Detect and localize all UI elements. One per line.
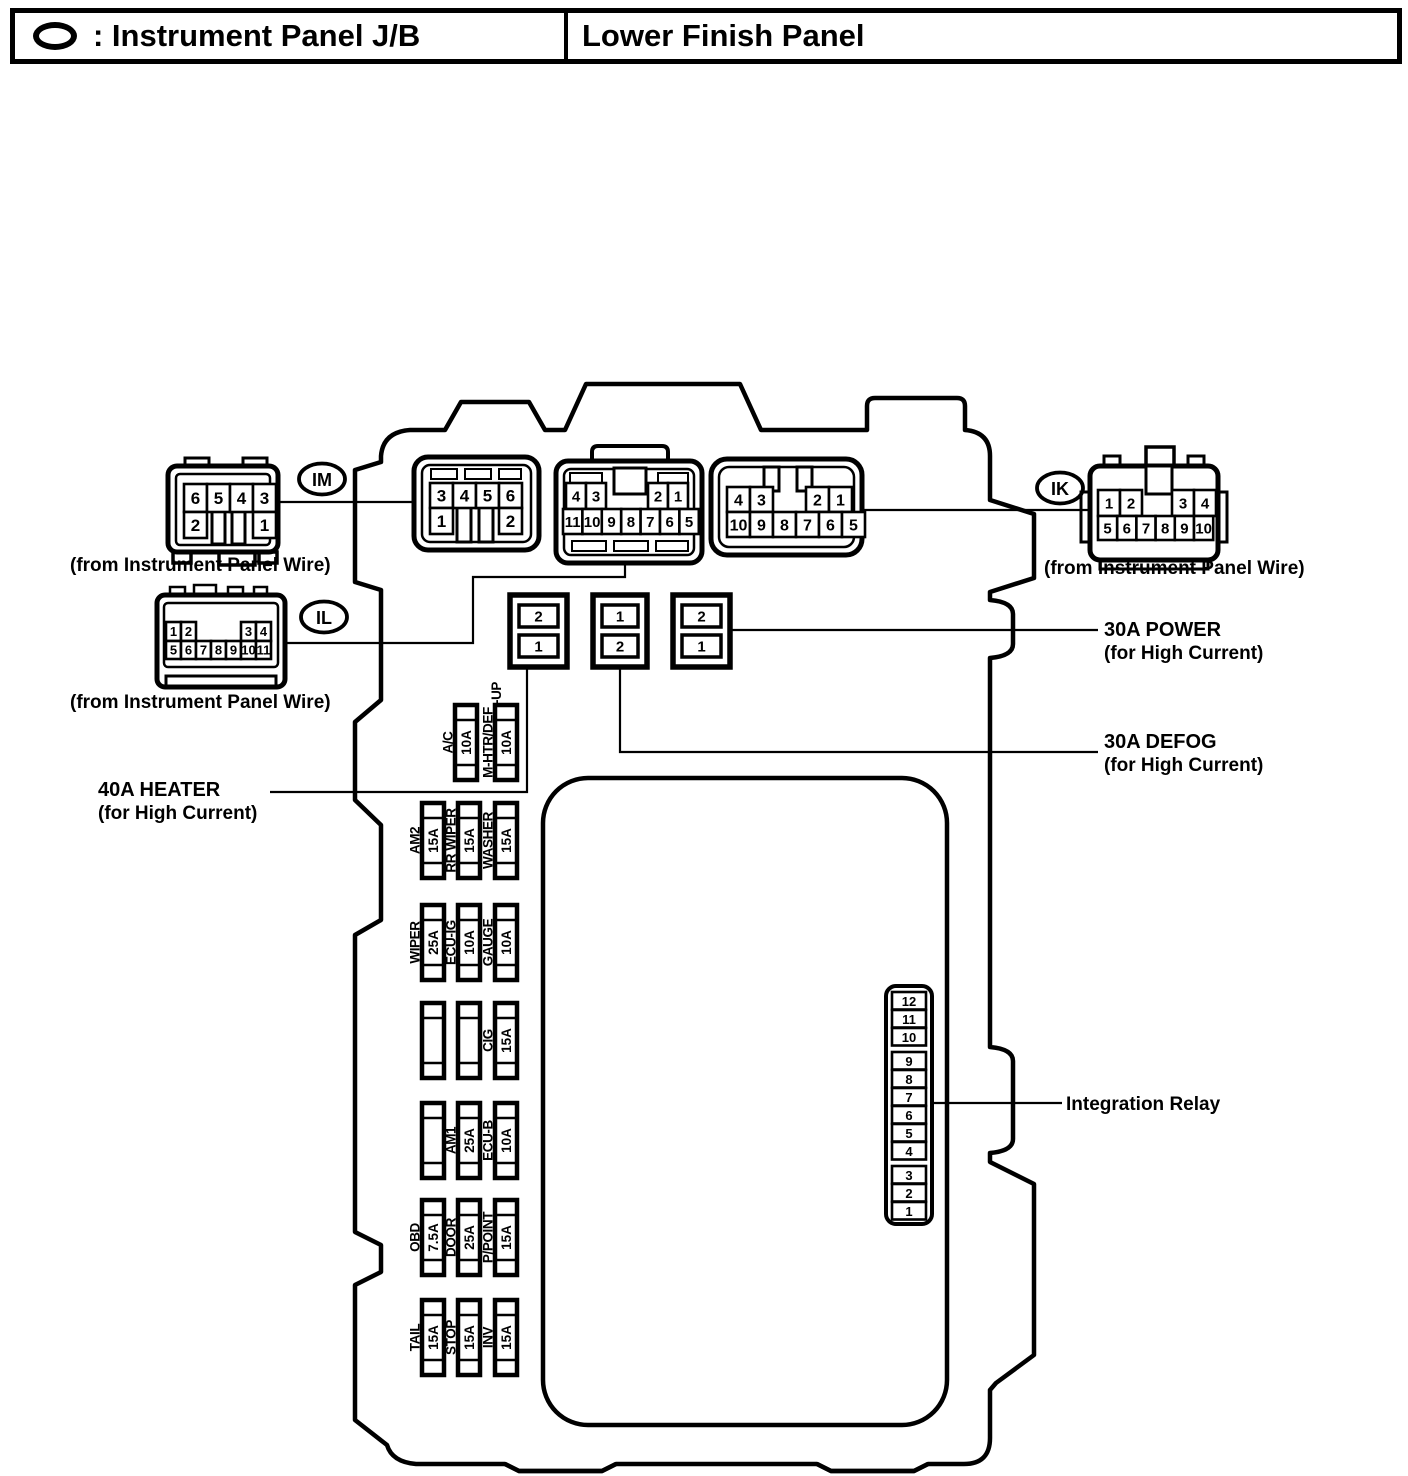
fuse-array [408,682,518,1375]
relay-pin-number-6: 6 [905,1108,913,1123]
pin-number-il-3: 3 [244,624,253,640]
fuse-empty-slot [422,1003,444,1078]
fuse-amp-rr-wiper: 15A [462,828,477,853]
pin-number-il-10: 10 [241,642,256,658]
fuse-amp-am2: 15A [426,828,441,853]
fuse-label-inv: INV [480,1326,496,1349]
relay-pin-number-5: 5 [905,1126,913,1141]
pin-number-box_b-11: 11 [564,513,581,531]
pin-number-box_b-2: 2 [653,488,663,506]
relay-pin-number-4: 4 [905,1144,913,1159]
fuse-label-am2: AM2 [407,826,423,855]
label-defog-line2: (for High Current) [1104,755,1264,776]
fuse-label-ecu-ig: ECU-IG [443,920,459,965]
hc-cell-number: 2 [534,608,543,626]
fuse-label-cont-m-htr-def: -UP [489,681,504,705]
fuse-amp-cig: 15A [499,1028,514,1053]
fuse-label-washer: WASHER [480,812,496,869]
caption-from-wire-ik: (from Instrument Panel Wire) [1044,558,1305,579]
pin-number-box_b-6: 6 [665,513,674,531]
fuse-label-wiper: WIPER [407,921,423,964]
pin-number-il-2: 2 [184,624,193,640]
hc-cell-number: 1 [697,638,706,656]
pin-number-box_b-8: 8 [626,513,636,531]
fuse-label-gauge: GAUGE [480,918,496,967]
fuse-amp-p-point: 15A [499,1225,514,1250]
hc-cell-number: 2 [615,638,625,656]
pin-number-ik-3: 3 [1178,495,1188,513]
pin-number-il-5: 5 [169,642,178,658]
pin-number-box_b-4: 4 [571,488,581,506]
pin-number-box_c-1: 1 [836,492,845,510]
pin-number-ik-10: 10 [1195,520,1212,538]
label-defog-line1: 30A DEFOG [1104,731,1217,753]
pin-number-box_c-6: 6 [826,517,835,535]
pin-number-box_c-9: 9 [757,517,766,535]
hc-cell-number: 1 [615,608,625,626]
fuse-amp-tail: 15A [426,1325,441,1350]
header-right-title: Lower Finish Panel [582,18,865,53]
relay-pin-number-9: 9 [905,1054,913,1069]
pin-number-il-11: 11 [256,642,271,658]
pin-number-il-7: 7 [199,642,208,658]
pin-number-il-1: 1 [169,624,178,640]
pin-number-box_a-6: 6 [505,486,516,506]
leader-defog [620,665,1098,752]
fuse-empty-slot [458,1003,480,1078]
pin-number-ik-5: 5 [1103,520,1112,538]
pin-number-box_c-3: 3 [757,492,766,510]
pin-number-im-5: 5 [213,489,224,509]
pin-number-il-6: 6 [184,642,193,658]
fuse-amp-ecu-ig: 10A [462,930,477,955]
pin-number-im-3: 3 [259,489,270,509]
pin-number-box_b-7: 7 [646,513,655,531]
fuse-label-obd: OBD [407,1223,423,1252]
pin-number-ik-8: 8 [1161,520,1170,538]
label-heater-line2: (for High Current) [98,803,258,824]
fuse-label-tail: TAIL [407,1323,423,1352]
fuse-amp-m-htr-def: 10A [499,730,514,755]
fuse-label-am1: AM1 [443,1126,459,1155]
il-code: IL [316,608,332,628]
bottom-tab-left [505,1464,616,1471]
relay-pin-number-10: 10 [901,1030,917,1045]
fuse-label-stop: STOP [443,1320,459,1355]
pin-number-ik-6: 6 [1122,520,1131,538]
fuse-label-p-point: P/POINT [480,1211,496,1264]
pin-number-box_b-3: 3 [591,488,601,506]
label-power-line1: 30A POWER [1104,619,1222,641]
relay-pin-number-1: 1 [905,1204,913,1219]
relay-pin-number-7: 7 [905,1090,913,1105]
fuse-label-m-htr-def: M-HTR/DEF [480,707,496,778]
fuse-amp-stop: 15A [462,1325,477,1350]
pin-number-box_c-10: 10 [729,517,748,535]
fuse-amp-ecu-b: 10A [499,1128,514,1153]
fuse-amp-am1: 25A [462,1128,477,1153]
pin-number-box_c-8: 8 [780,517,789,535]
fuse-label-ecu-b: ECU-B [480,1120,496,1161]
fuse-amp-obd: 7.5A [426,1223,441,1252]
pin-number-im-6: 6 [190,489,201,509]
pin-number-ik-1: 1 [1104,495,1114,513]
ik-code: IK [1051,479,1069,499]
fuse-label-rr-wiper: RR WIPER [443,808,459,873]
fuse-amp-inv: 15A [499,1325,514,1350]
pin-number-il-4: 4 [259,624,268,640]
pin-number-box_c-2: 2 [813,492,822,510]
fuse-amp-gauge: 10A [499,930,514,955]
fuse-label-door: DOOR [443,1218,459,1257]
pin-number-il-8: 8 [214,642,223,658]
fuse-empty-slot [422,1103,444,1178]
pin-number-box_b-1: 1 [673,488,683,506]
relay-pin-number-3: 3 [905,1168,913,1183]
label-power-line2: (for High Current) [1104,643,1264,664]
fuse-amp-door: 25A [462,1225,477,1250]
hc-cell-number: 2 [697,608,706,626]
pin-number-box_a-2: 2 [505,512,516,532]
caption-from-wire-im: (from Instrument Panel Wire) [70,555,331,576]
header-left-title: : Instrument Panel J/B [93,18,421,53]
pin-number-box_b-9: 9 [607,513,616,531]
high-current-blocks [510,595,730,667]
pin-number-ik-9: 9 [1180,520,1189,538]
fuse-amp-washer: 15A [499,828,514,853]
pin-number-ik-7: 7 [1141,520,1151,538]
relay-pin-number-12: 12 [901,994,917,1009]
integration-relay-pins [892,992,926,1220]
label-heater-line1: 40A HEATER [98,779,221,801]
pin-number-ik-2: 2 [1126,495,1136,513]
pin-number-box_b-5: 5 [684,513,694,531]
fuse-amp-wiper: 25A [426,930,441,955]
pin-number-box_c-5: 5 [849,517,858,535]
fuse-amp-a-c: 10A [459,730,474,755]
pin-number-box_b-10: 10 [583,513,601,531]
pin-number-il-9: 9 [229,642,238,658]
relay-pin-number-11: 11 [902,1012,916,1027]
im-code: IM [312,470,332,490]
pin-number-box_a-4: 4 [459,486,470,506]
pin-number-box_a-3: 3 [436,486,447,506]
fuse-label-a-c: A/C [440,731,456,754]
pin-number-box_c-7: 7 [803,517,812,535]
pin-number-box_a-5: 5 [482,486,493,506]
caption-from-wire-il: (from Instrument Panel Wire) [70,692,331,713]
pin-number-im-4: 4 [236,489,247,509]
fuse-label-cig: CIG [480,1029,496,1052]
pin-number-im-2: 2 [190,516,201,536]
pin-number-ik-4: 4 [1200,495,1210,513]
hc-cell-number: 1 [534,638,543,656]
pin-number-box_a-1: 1 [436,512,447,532]
pin-number-box_c-4: 4 [734,492,743,510]
bottom-tab-right [817,1464,928,1471]
relay-pin-number-8: 8 [905,1072,913,1087]
relay-pin-number-2: 2 [905,1186,913,1201]
pin-number-im-1: 1 [259,516,270,536]
integration-relay-label: Integration Relay [1066,1094,1221,1115]
